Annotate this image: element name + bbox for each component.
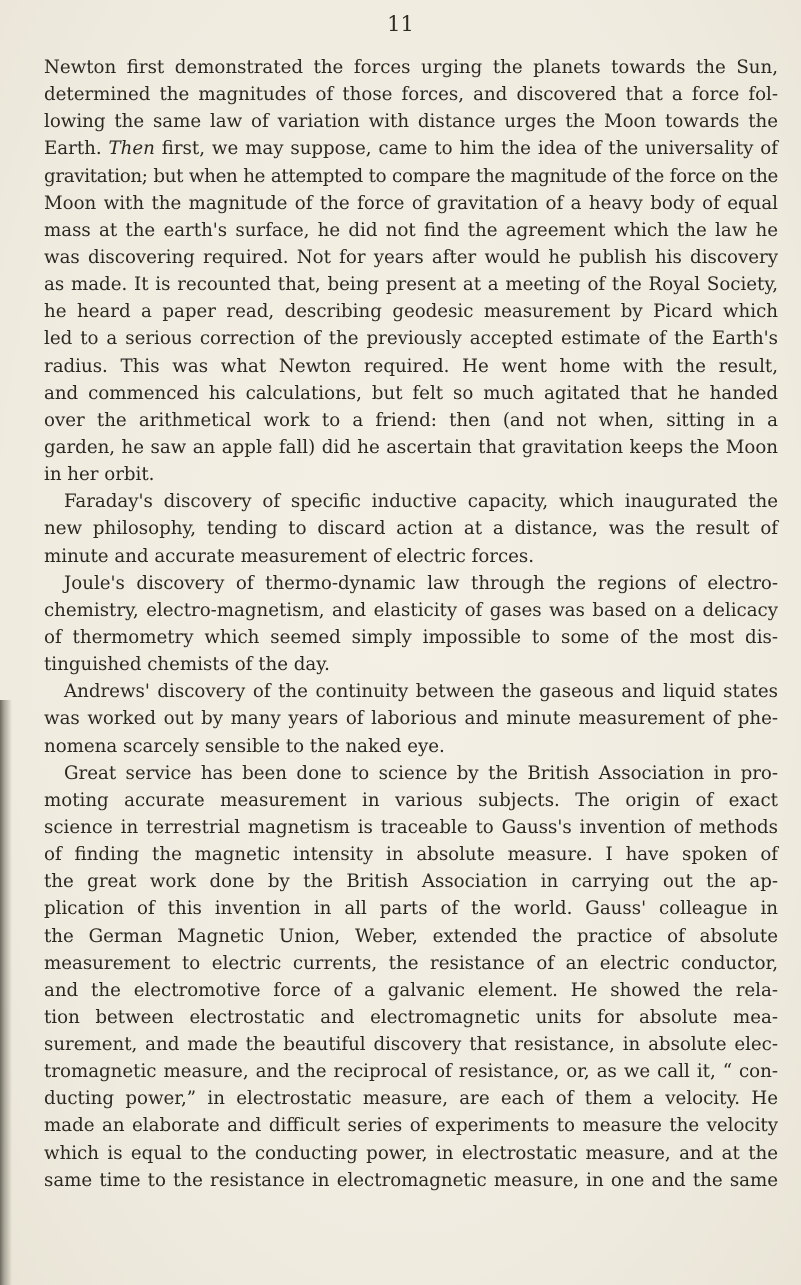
text-line: lowing the same law of variation with distance urges the Moon towards the xyxy=(44,111,778,133)
text-line: garden, he saw an apple fall) did he ascertain that gravitation keeps the Moon xyxy=(44,436,778,458)
text-line: mass at the earth's surface, he did not find the agreement which the law he xyxy=(44,219,778,241)
text-line: Great service has been done to science by the British Association in pro- xyxy=(64,762,778,784)
text-line: Faraday's discovery of specific inductive capacity, which inaugurated the xyxy=(64,491,778,513)
emphasis-then: Then xyxy=(108,138,155,160)
text-line: and commenced his calculations, but felt so much agitated that he handed xyxy=(44,382,778,404)
text-line: tromagnetic measure, and the reciprocal of resistance, or, as we call it, “ con- xyxy=(44,1061,778,1083)
text-line xyxy=(44,135,778,162)
text-line: chemistry, electro-magnetism, and elasticity of gases was based on a delicacy xyxy=(44,599,778,621)
text-line: same time to the resistance in electromagnetic measure, in one and the same xyxy=(44,1169,778,1191)
text-line: science in terrestrial magnetism is traceable to Gauss's invention of methods xyxy=(44,816,778,838)
text-line: which is equal to the conducting power, in electrostatic measure, and at the xyxy=(44,1142,778,1164)
text-line: tinguished chemists of the day. xyxy=(44,654,330,676)
text-line: Newton first demonstrated the forces urging the planets towards the Sun, xyxy=(44,57,778,78)
text-line: over the arithmetical work to a friend: then (and not when, sitting in a xyxy=(44,409,778,431)
text-line: minute and accurate measurement of electric forces. xyxy=(44,545,535,567)
text-line: the German Magnetic Union, Weber, extended the practice of absolute xyxy=(44,925,778,947)
text-line: made an elaborate and difficult series of experiments to measure the velocity xyxy=(44,1115,778,1137)
text-line: measurement to electric currents, the resistance of an electric conductor, xyxy=(44,952,778,974)
text-line: nomena scarcely sensible to the naked eye. xyxy=(44,735,445,757)
text-line: was discovering required. Not for years after would he publish his discovery xyxy=(44,246,778,268)
binding-shadow xyxy=(0,700,12,1285)
text-line: gravitation; but when he attempted to compare the magnitude of the force on the xyxy=(44,165,778,187)
text-line: of finding the magnetic intensity in absolute measure. I have spoken of xyxy=(44,844,778,866)
text-line: Joule's discovery of thermo-dynamic law through the regions of electro- xyxy=(64,572,778,594)
text-line: Moon with the magnitude of the force of gravitation of a heavy body of equal xyxy=(44,192,778,214)
text-line: surement, and made the beautiful discovery that resistance, in absolute elec- xyxy=(44,1034,778,1056)
text-line: was worked out by many years of laborious and minute measurement of phe- xyxy=(44,708,778,730)
text-fragment: first, we may suppose, came to him the idea of the universality of xyxy=(154,138,778,160)
text-line: in her orbit. xyxy=(44,464,155,486)
text-line: as made. It is recounted that, being present at a meeting of the Royal Society, xyxy=(44,274,778,296)
text-line: of thermometry which seemed simply impossible to some of the most dis- xyxy=(44,626,778,648)
text-line: Andrews' discovery of the continuity between the gaseous and liquid states xyxy=(64,681,778,703)
text-fragment: Earth. xyxy=(44,138,109,160)
body-text xyxy=(44,54,778,1194)
text-line: tion between electrostatic and electromagnetic units for absolute mea- xyxy=(44,1006,778,1028)
text-line: plication of this invention in all parts of the world. Gauss' colleague in xyxy=(44,898,778,920)
text-line: and the electromotive force of a galvanic element. He showed the rela- xyxy=(44,979,778,1001)
page-number: 11 xyxy=(387,12,414,36)
text-line: the great work done by the British Association in carrying out the ap- xyxy=(44,871,778,893)
text-line: new philosophy, tending to discard action at a distance, was the result of xyxy=(44,518,778,540)
text-line: determined the magnitudes of those forces, and discovered that a force fol- xyxy=(44,84,778,106)
text-line: moting accurate measurement in various subjects. The origin of exact xyxy=(44,789,778,811)
text-line: ducting power,” in electrostatic measure, are each of them a velocity. He xyxy=(44,1088,778,1110)
text-line: radius. This was what Newton required. He went home with the result, xyxy=(44,355,778,377)
text-line: he heard a paper read, describing geodesic measurement by Picard which xyxy=(44,301,778,323)
text-line: led to a serious correction of the previously accepted estimate of the Earth's xyxy=(44,328,778,350)
